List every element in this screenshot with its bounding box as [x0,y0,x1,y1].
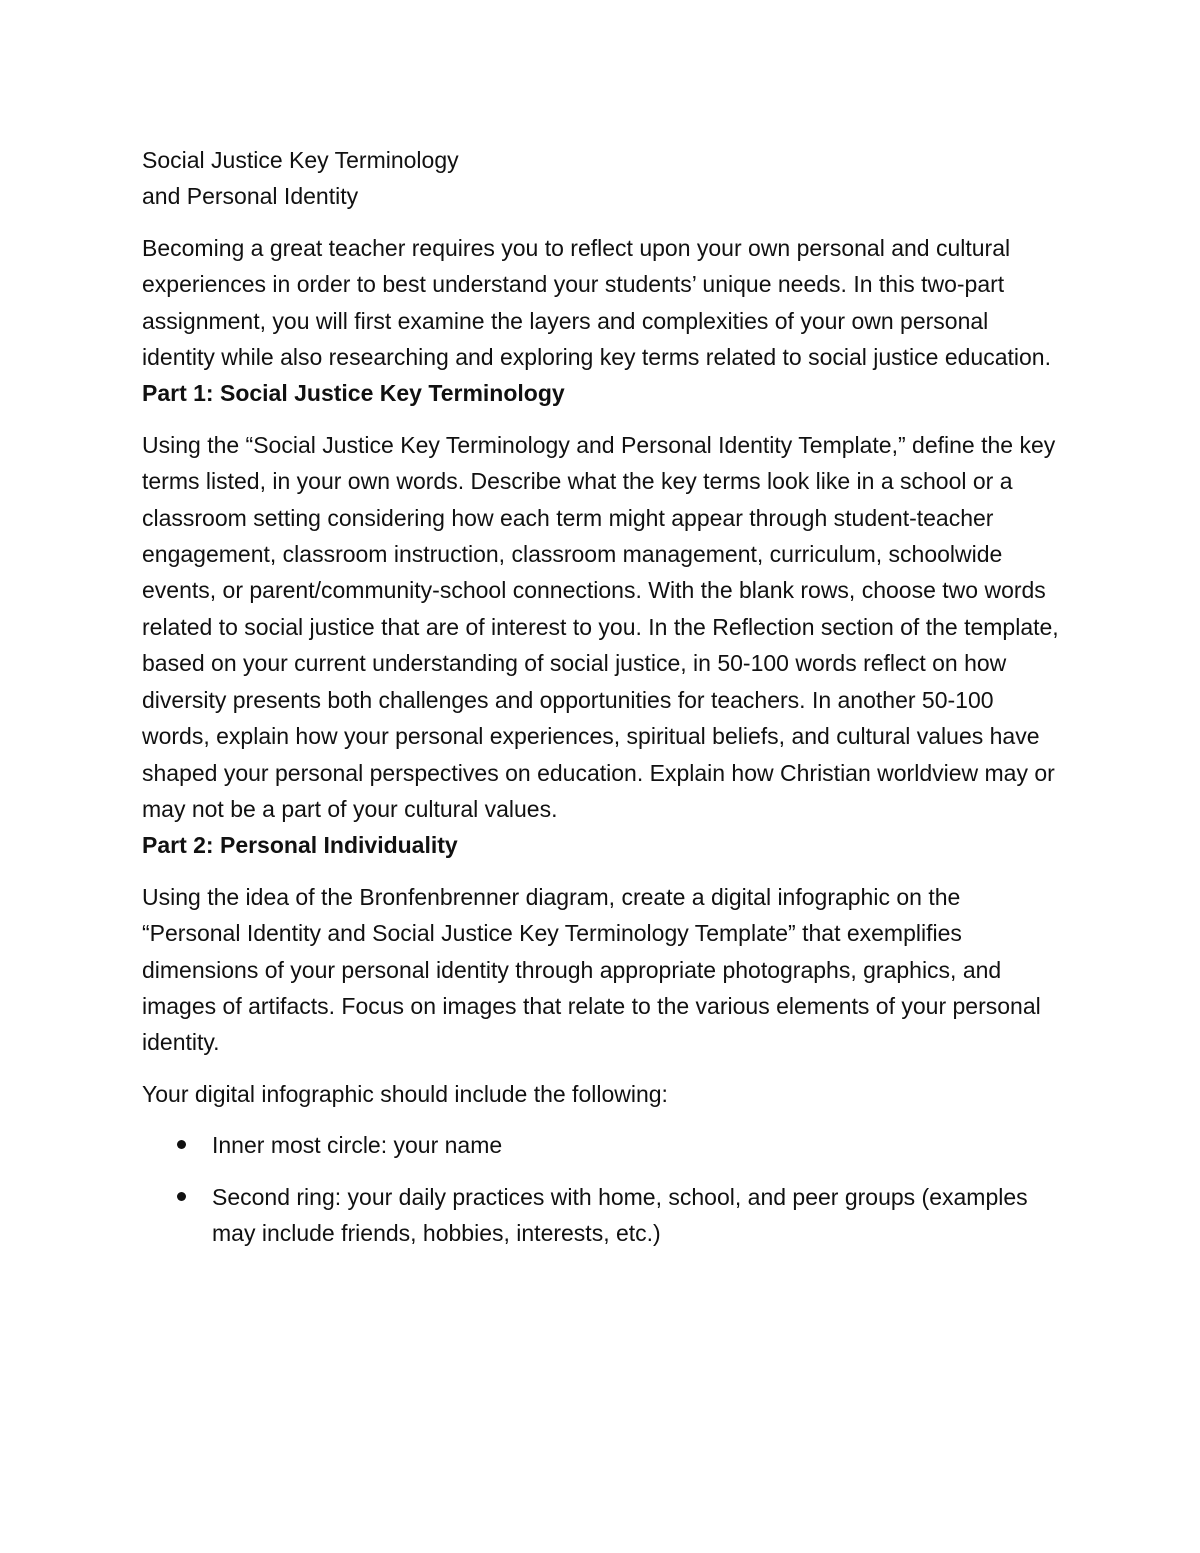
requirements-list [142,1127,1062,1251]
title-line-1: Social Justice Key Terminology [142,147,459,173]
part1-paragraph: Using the “Social Justice Key Terminology and Personal Identity Template,” define the key terms listed, in your own words. Describe what the key terms look like in a school or a classroom setting considering how each term might appear through student-teacher engagement, classroom instruction, classroom management, curriculum, schoolwide events, or parent/community-school connections. With the blank rows, choose two words related to social justice that are of interest to you. In the Reflection section of the template, based on your current understanding of social justice, in 50-100 words reflect on how diversity presents both challenges and opportunities for teachers. In another 50-100 words, explain how your personal experiences, spiritual beliefs, and cultural values have shaped your personal perspectives on education. Explain how Christian worldview may or may not be a part of your cultural values. [142,431,1059,822]
list-item [142,1127,1062,1163]
part2-heading: Part 2: Personal Individuality [142,832,458,859]
list-item [142,1179,1062,1252]
document-page [142,142,1062,1266]
bullet-icon [177,1192,186,1201]
list-item-text: Inner most circle: your name [212,1132,503,1159]
part2-paragraph: Using the idea of the Bronfenbrenner diagram, create a digital infographic on the “Personal Identity and Social Justice Key Terminology Template” that exemplifies dimensions of your personal identity through appropriate photographs, graphics, and images of artifacts. Focus on images that relate to the various elements of your personal identity. [142,883,1041,1056]
part1-heading: Part 1: Social Justice Key Terminology [142,380,565,407]
bullet-icon [177,1140,186,1149]
title-line-2: and Personal Identity [142,183,359,210]
list-intro: Your digital infographic should include the following: [142,1080,668,1107]
list-item-text: Second ring: your daily practices with home, school, and peer groups (examples may include friends, hobbies, interests, etc.) [212,1183,1028,1246]
intro-paragraph: Becoming a great teacher requires you to reflect upon your own personal and cultural experiences in order to best understand your students’ unique needs. In this two-part assignment, you will first examine the layers and complexities of your own personal identity while also researching and exploring key terms related to social justice education. [142,234,1051,371]
document-title [142,142,1062,215]
